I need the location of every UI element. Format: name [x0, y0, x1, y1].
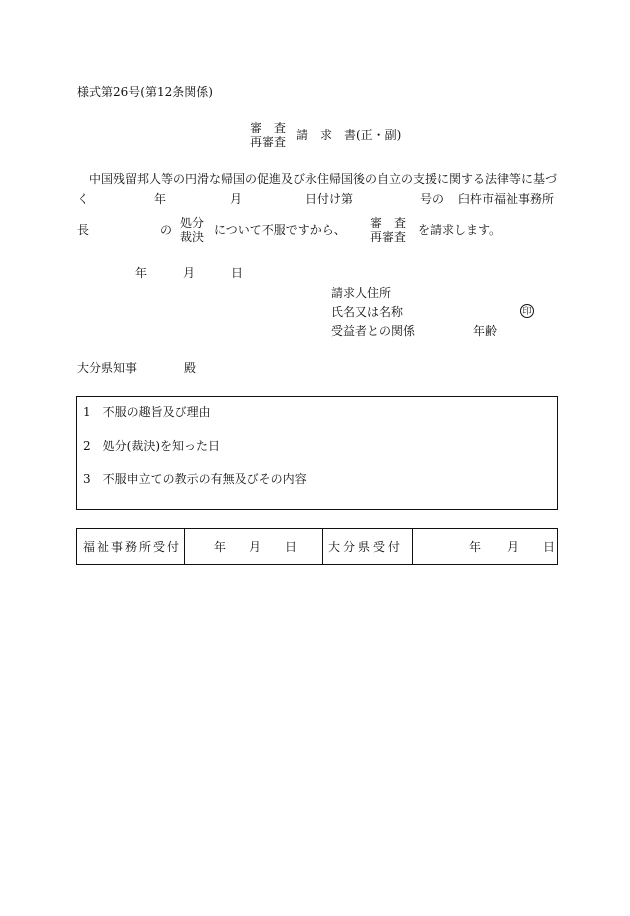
- body-line-1: 中国残留邦人等の円滑な帰国の促進及び永住帰国後の自立の支援に関する法律等に基づ: [89, 172, 558, 186]
- receipt-year-2: 年: [469, 540, 482, 554]
- body-no: の: [160, 223, 173, 237]
- title-option-rereview: 再審査: [249, 135, 286, 149]
- body-year-label: 年: [154, 192, 167, 206]
- title-options: [248, 121, 288, 149]
- receipt-welfare-office-label: 福祉事務所受付: [83, 540, 182, 554]
- body-disposition-options: [178, 216, 206, 244]
- date-day-label: 日: [231, 266, 244, 280]
- item-instruction: 3 不服申立ての教示の有無及びその内容: [83, 472, 307, 486]
- body-gou-label: 号の: [420, 192, 445, 206]
- receipt-divider: [322, 529, 323, 564]
- addressee-name: 大分県知事: [77, 361, 138, 375]
- item-grounds: 1 不服の趣旨及び理由: [83, 405, 211, 419]
- body-ku: く: [77, 192, 90, 206]
- item-date-known: 2 処分(裁決)を知った日: [83, 439, 220, 453]
- receipt-month-1: 月: [249, 540, 262, 554]
- claimant-age-label: 年齢: [473, 324, 498, 338]
- body-dissatisfaction-text: について不服ですから、: [214, 223, 346, 237]
- body-day-number-label: 日付け第: [305, 192, 354, 206]
- body-option-disposition: 処分: [179, 216, 204, 230]
- page-title: 請 求 書(正・副): [296, 128, 402, 142]
- claimant-address-label: 請求人住所: [331, 286, 392, 300]
- receipt-table: [76, 528, 558, 565]
- receipt-day-1: 日: [285, 540, 298, 554]
- items-box: [76, 396, 558, 510]
- body-request-text: を請求します。: [418, 223, 502, 237]
- receipt-month-2: 月: [507, 540, 520, 554]
- body-month-label: 月: [230, 192, 243, 206]
- receipt-oita-label: 大分県受付: [328, 540, 404, 554]
- title-option-review: 審 査: [249, 121, 286, 135]
- body-option-review: 審 査: [369, 216, 406, 230]
- receipt-divider: [412, 529, 413, 564]
- date-year-label: 年: [135, 266, 148, 280]
- body-cho: 長: [77, 223, 90, 237]
- receipt-day-2: 日: [543, 540, 556, 554]
- date-month-label: 月: [183, 266, 196, 280]
- form-number: 様式第26号(第12条関係): [77, 85, 213, 99]
- receipt-divider: [184, 529, 185, 564]
- claimant-name-label: 氏名又は名称: [331, 305, 404, 319]
- addressee-suffix: 殿: [184, 361, 197, 375]
- body-office-name: 臼杵市福祉事務所: [458, 192, 555, 206]
- receipt-year-1: 年: [214, 540, 227, 554]
- seal-icon: 印: [520, 304, 534, 318]
- body-review-options: [368, 216, 408, 244]
- claimant-relation-label: 受益者との関係: [331, 324, 416, 338]
- body-option-decision: 裁決: [179, 230, 204, 244]
- body-option-rereview: 再審査: [369, 230, 406, 244]
